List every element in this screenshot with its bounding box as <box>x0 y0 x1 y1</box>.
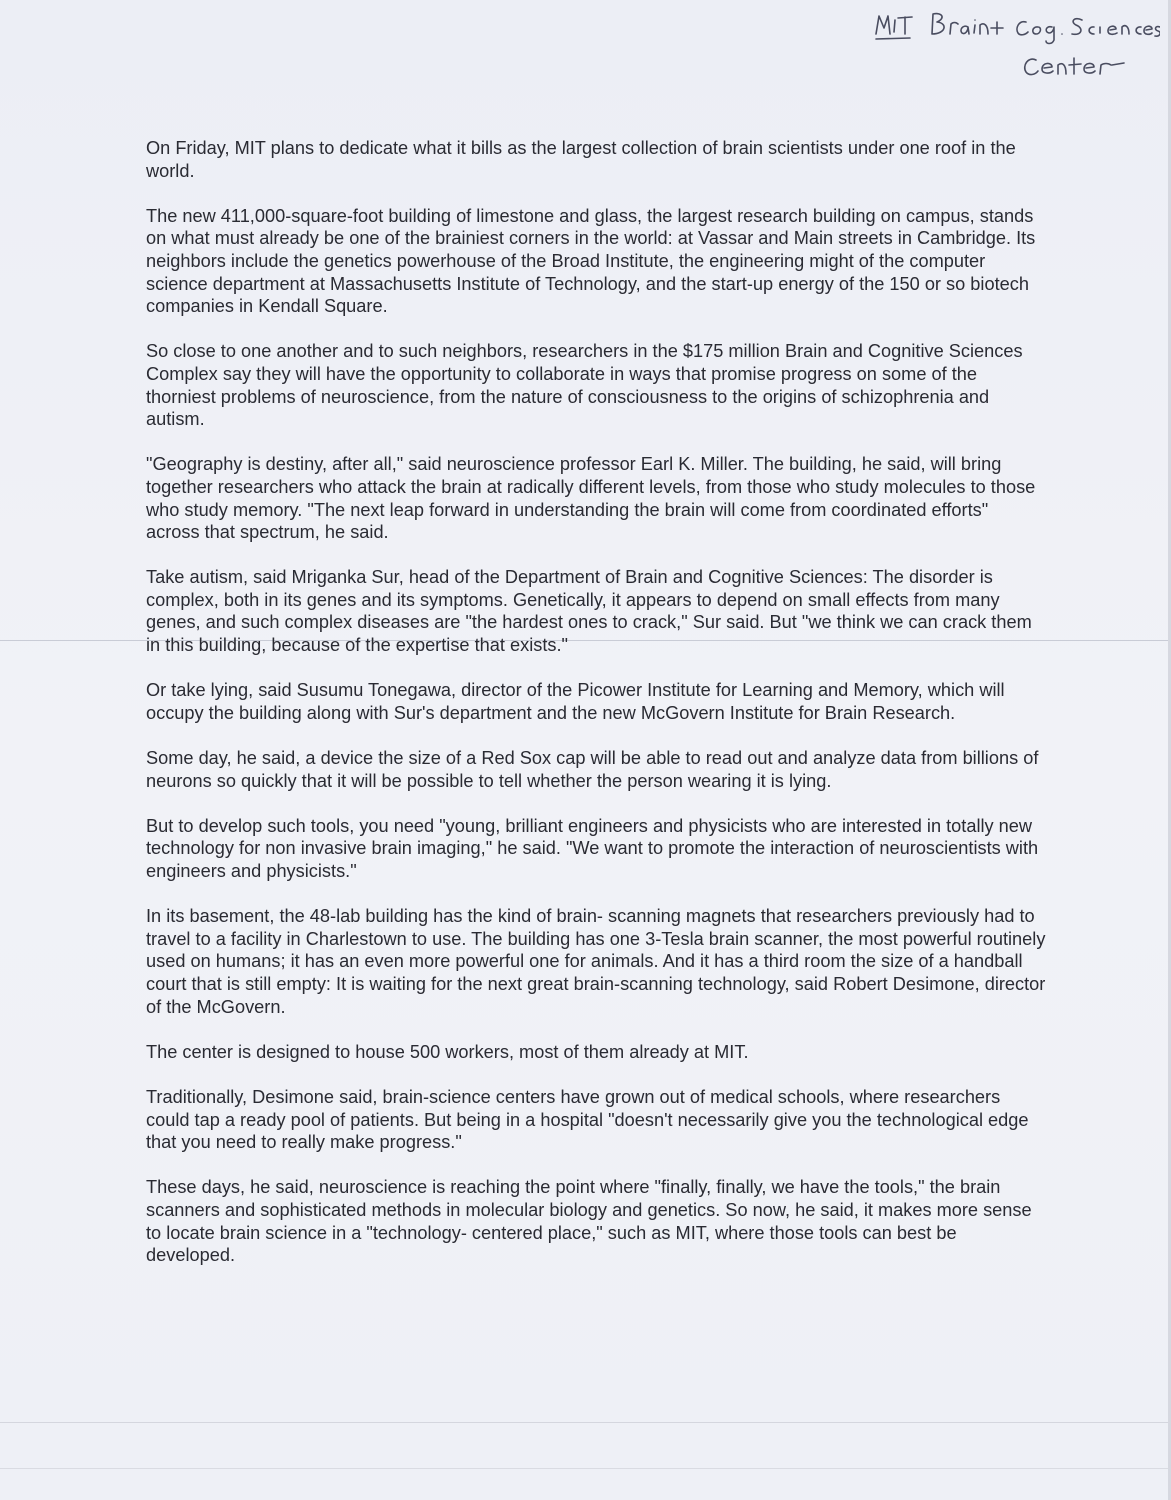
paragraph: Take autism, said Mriganka Sur, head of the Department of Brain and Cognitive Sciences: The disorder is complex, both in its genes and its symptoms. Genetically, it appears to depend on small effects from many genes, and such complex diseases are "the hardest ones to crack," Sur said. But "we think we can crack them in this building, because of the expertise that exists." <box>146 567 1032 656</box>
paragraph: So close to one another and to such neighbors, researchers in the $175 million Brain and Cognitive Sciences Complex say they will have the opportunity to collaborate in ways that promise progress on some of the thorniest problems of neuroscience, from the nature of consciousness to the origins of schizophrenia and autism. <box>146 341 1023 430</box>
paragraph: Some day, he said, a device the size of a Red Sox cap will be able to read out and analyze data from billions of neurons so quickly that it will be possible to tell whether the person wearing it is lying. <box>146 748 1039 791</box>
paragraph: The new 411,000-square-foot building of limestone and glass, the largest research building on campus, stands on what must already be one of the brainiest corners in the world: at Vassar and Main streets in Cambridge. Its neighbors include the genetics powerhouse of the Broad Institute, the engineering might of the computer science department at Massachusetts Institute of Technology, and the start-up energy of the 150 or so biotech companies in Kendall Square. <box>146 205 1036 317</box>
paragraph: "Geography is destiny, after all," said neuroscience professor Earl K. Miller. The building, he said, will bring together researchers who attack the brain at radically different levels, from those who study molecules to those who study memory. "The next leap forward in understanding the brain will come from coordinated efforts" across that spectrum, he said. <box>146 454 1036 543</box>
handwritten-annotation <box>860 8 1160 88</box>
article-body <box>146 137 1046 1289</box>
handwriting-scribble <box>860 8 1160 88</box>
paragraph: In its basement, the 48-lab building has the kind of brain- scanning magnets that researchers previously had to travel to a facility in Charlestown to use. The building has one 3-Tesla brain scanner, the most powerful routinely used on humans; it has an even more powerful one for animals. And it has a third room the size of a handball court that is still empty: It is waiting for the next great brain-scanning technology, said Robert Desimone, director of the McGovern. <box>146 906 1046 1017</box>
fold-line <box>0 1468 1171 1469</box>
paragraph: On Friday, MIT plans to dedicate what it bills as the largest collection of brain scientists under one roof in the world. <box>146 138 1016 181</box>
paragraph: Or take lying, said Susumu Tonegawa, director of the Picower Institute for Learning and Memory, which will occupy the building along with Sur's department and the new McGovern Institute for Brain Research. <box>146 680 1005 723</box>
paragraph: The center is designed to house 500 workers, most of them already at MIT. <box>146 1041 749 1062</box>
paragraph: These days, he said, neuroscience is reaching the point where "finally, finally, we have the tools," the brain scanners and sophisticated methods in molecular biology and genetics. So now, he said, it makes more sense to locate brain science in a "technology- centered place," such as MIT, where those tools can best be developed. <box>146 1177 1032 1266</box>
paragraph: But to develop such tools, you need "young, brilliant engineers and physicists who are interested in totally new technology for non invasive brain imaging," he said. "We want to promote the interaction of neuroscientists with engineers and physicists." <box>146 815 1039 881</box>
fold-line <box>0 1422 1171 1423</box>
paragraph: Traditionally, Desimone said, brain-science centers have grown out of medical schools, where researchers could tap a ready pool of patients. But being in a hospital "doesn't necessarily give you the technological edge that you need to really make progress." <box>146 1086 1029 1153</box>
